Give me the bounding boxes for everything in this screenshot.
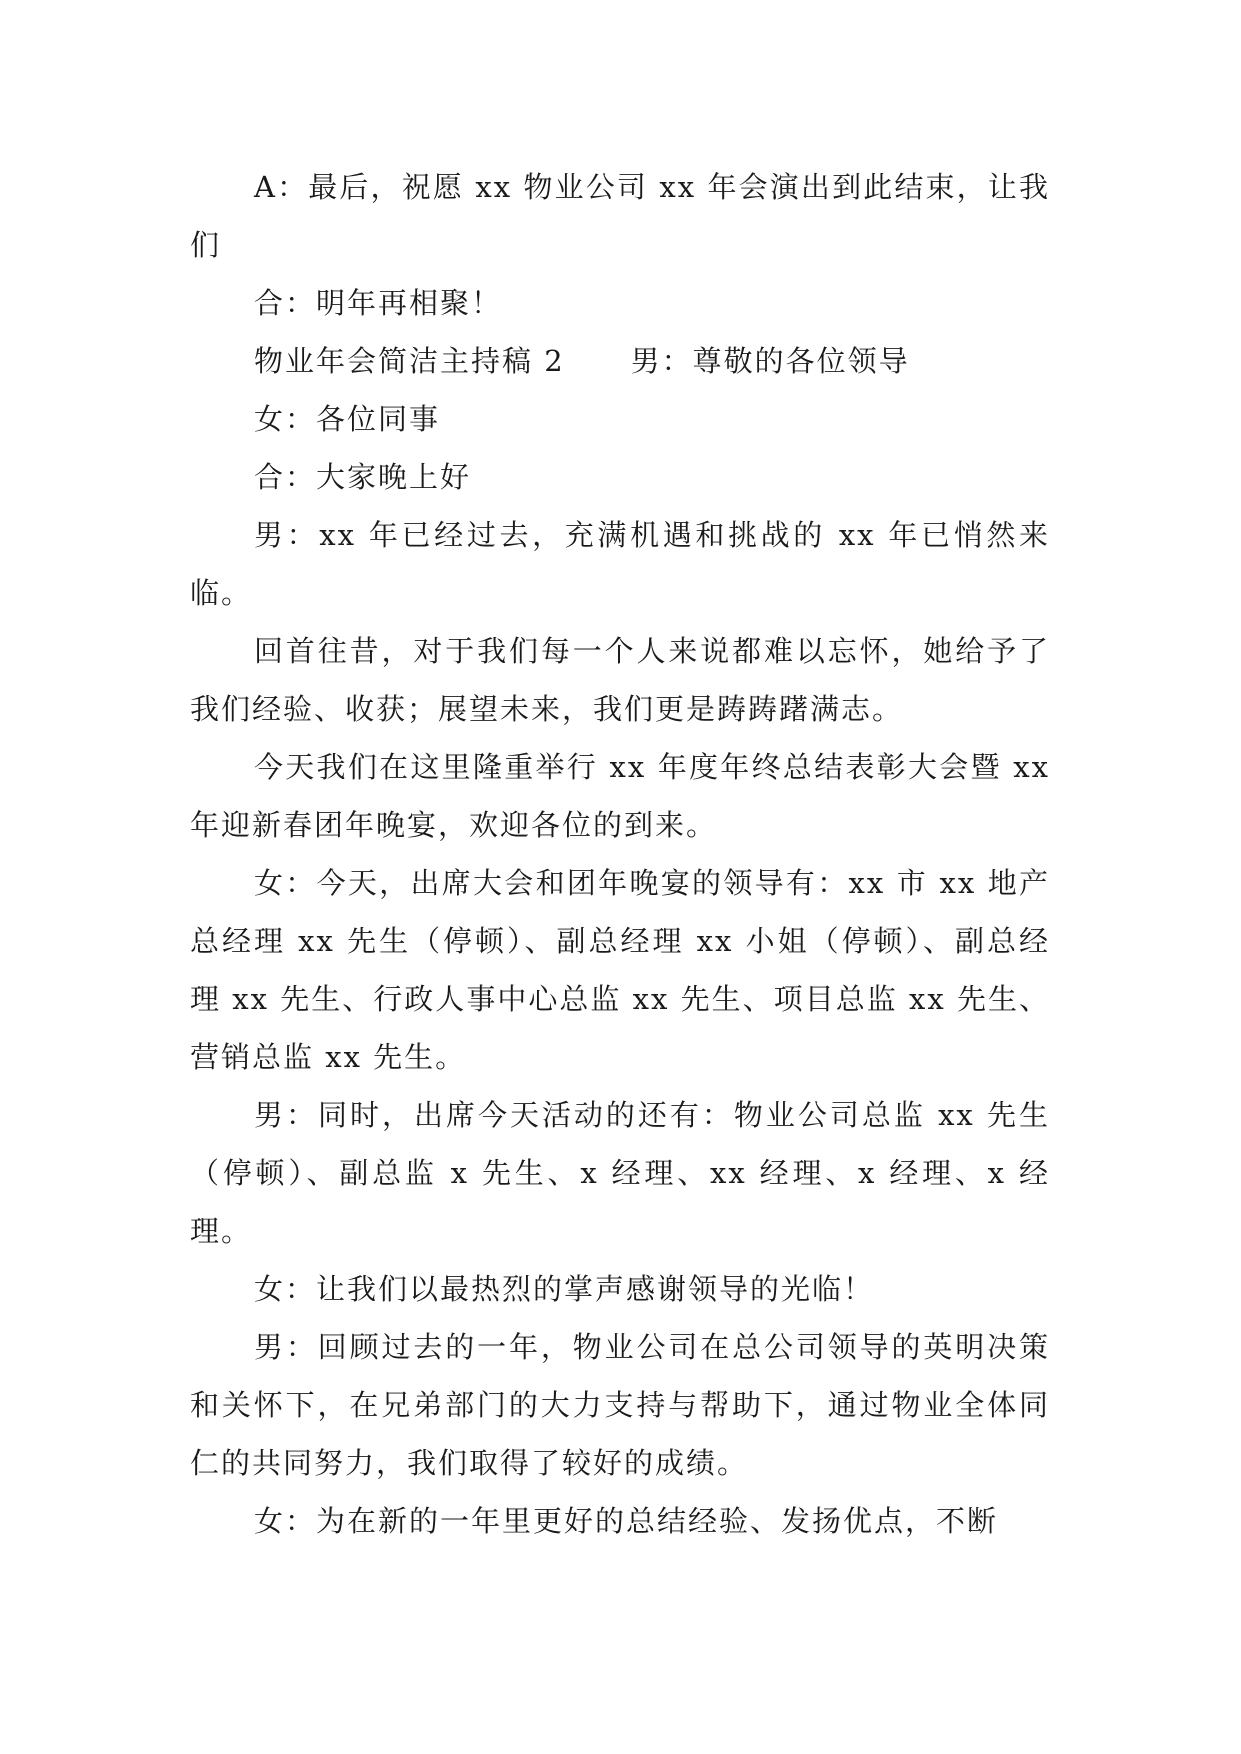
document-body — [190, 158, 1050, 1550]
paragraph: 男：回顾过去的一年，物业公司在总公司领导的英明决策和关怀下，在兄弟部门的大力支持与帮助下，通过物业全体同仁的共同努力，我们取得了较好的成绩。 — [190, 1330, 1050, 1480]
paragraph: 女：让我们以最热烈的掌声感谢领导的光临！ — [254, 1272, 875, 1306]
paragraph: 合：明年再相聚！ — [254, 286, 503, 320]
paragraph: 今天我们在这里隆重举行 xx 年度年终总结表彰大会暨 xx 年迎新春团年晚宴，欢迎各位的到来。 — [190, 750, 1050, 842]
paragraph: 女：各位同事 — [254, 402, 441, 436]
speaker-line: 男：尊敬的各位领导 — [630, 344, 910, 378]
paragraph: 女：为在新的一年里更好的总结经验、发扬优点，不断 — [254, 1504, 999, 1538]
paragraph: 男：同时，出席今天活动的还有：物业公司总监 xx 先生（停顿）、副总监 x 先生、x 经理、xx 经理、x 经理、x 经理。 — [190, 1098, 1050, 1248]
paragraph: A：最后，祝愿 xx 物业公司 xx 年会演出到此结束，让我们 — [190, 170, 1050, 262]
paragraph: 男：xx 年已经过去，充满机遇和挑战的 xx 年已悄然来临。 — [190, 518, 1050, 610]
paragraph-title-line — [190, 332, 1050, 390]
paragraph: 回首往昔，对于我们每一个人来说都难以忘怀，她给予了我们经验、收获；展望未来，我们更是踌踌躇满志。 — [190, 634, 1050, 726]
section-title: 物业年会简洁主持稿 2 — [254, 344, 565, 378]
paragraph: 女：今天，出席大会和团年晚宴的领导有：xx 市 xx 地产总经理 xx 先生（停顿）、副总经理 xx 小姐（停顿）、副总经理 xx 先生、行政人事中心总监 xx 先生、项目总监 xx 先生、营销总监 xx 先生。 — [190, 866, 1050, 1074]
paragraph: 合：大家晚上好 — [254, 460, 472, 494]
